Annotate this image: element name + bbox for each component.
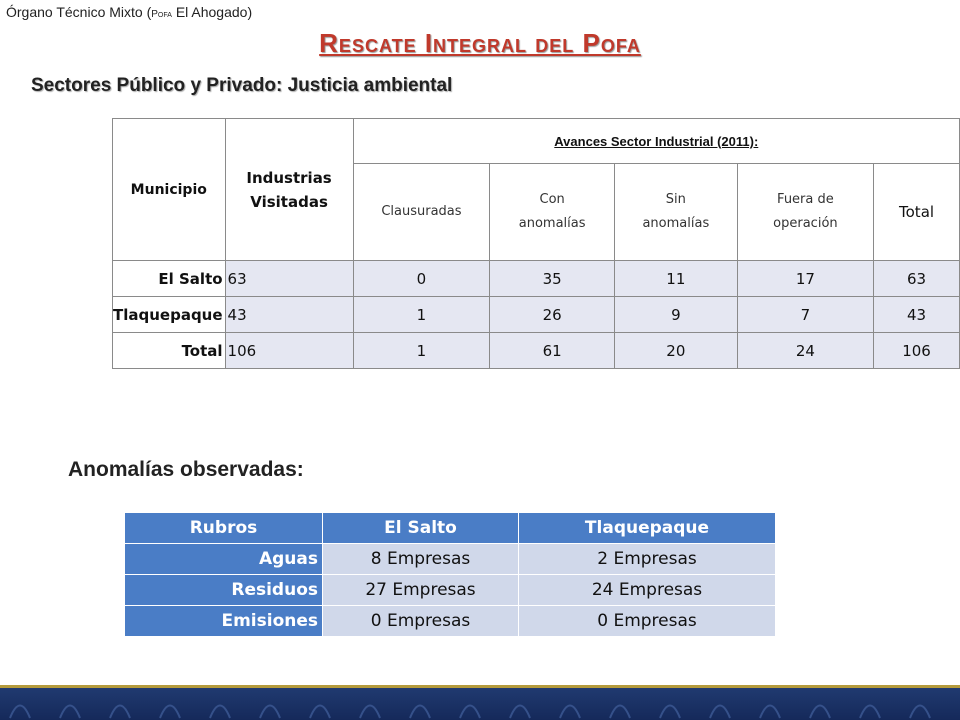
cell-sin-anomalias: 9 bbox=[614, 297, 737, 333]
sub-header-con-line1: Con bbox=[539, 192, 565, 207]
col-header-el-salto: El Salto bbox=[323, 513, 519, 544]
col-header-industrias-visitadas bbox=[225, 119, 353, 261]
cell-sin-anomalias: 20 bbox=[614, 333, 737, 369]
col-header-industrias-line2: Visitadas bbox=[250, 192, 328, 211]
cell-clausuradas: 0 bbox=[353, 261, 490, 297]
sub-header-sin-anomalias bbox=[614, 164, 737, 261]
anomalias-table bbox=[124, 512, 776, 637]
cell-total: 63 bbox=[874, 261, 960, 297]
rubro-label: Aguas bbox=[125, 544, 323, 575]
sub-header-fuera-line2: operación bbox=[773, 216, 838, 231]
cell-el-salto: 0 Empresas bbox=[323, 606, 519, 637]
row-label: El Salto bbox=[113, 261, 226, 297]
sub-header-sin-line1: Sin bbox=[665, 192, 686, 207]
sub-header-sin-line2: anomalías bbox=[642, 216, 710, 231]
cell-tlaquepaque: 2 Empresas bbox=[519, 544, 776, 575]
sub-header-fuera-line1: Fuera de bbox=[777, 192, 834, 207]
table-row bbox=[125, 544, 776, 575]
sub-header-total: Total bbox=[874, 164, 960, 261]
cell-con-anomalias: 35 bbox=[490, 261, 615, 297]
cell-el-salto: 27 Empresas bbox=[323, 575, 519, 606]
sub-header-fuera-de-operacion bbox=[737, 164, 873, 261]
row-label: Tlaquepaque bbox=[113, 297, 226, 333]
col-header-tlaquepaque: Tlaquepaque bbox=[519, 513, 776, 544]
footer-pattern-icon bbox=[0, 688, 960, 720]
cell-el-salto: 8 Empresas bbox=[323, 544, 519, 575]
cell-fuera-de-operacion: 24 bbox=[737, 333, 873, 369]
cell-fuera-de-operacion: 7 bbox=[737, 297, 873, 333]
cell-total: 43 bbox=[874, 297, 960, 333]
cell-visitadas: 63 bbox=[225, 261, 353, 297]
sub-header-con-anomalias bbox=[490, 164, 615, 261]
col-header-municipio: Municipio bbox=[113, 119, 226, 261]
table-row bbox=[125, 606, 776, 637]
cell-visitadas: 106 bbox=[225, 333, 353, 369]
cell-visitadas: 43 bbox=[225, 297, 353, 333]
col-header-industrias-line1: Industrias bbox=[246, 168, 332, 187]
table-row bbox=[113, 261, 960, 297]
col-header-rubros: Rubros bbox=[125, 513, 323, 544]
header-note-prefix: Órgano Técnico Mixto ( bbox=[6, 4, 152, 20]
rubro-label: Residuos bbox=[125, 575, 323, 606]
header-note bbox=[6, 4, 252, 20]
cell-tlaquepaque: 0 Empresas bbox=[519, 606, 776, 637]
cell-sin-anomalias: 11 bbox=[614, 261, 737, 297]
footer-band bbox=[0, 685, 960, 720]
cell-fuera-de-operacion: 17 bbox=[737, 261, 873, 297]
anomalias-heading: Anomalías observadas: bbox=[68, 458, 304, 481]
table-row bbox=[125, 575, 776, 606]
cell-total: 106 bbox=[874, 333, 960, 369]
cell-con-anomalias: 61 bbox=[490, 333, 615, 369]
header-note-pofa: Pofa bbox=[151, 9, 172, 20]
table-row bbox=[113, 297, 960, 333]
table-row bbox=[113, 333, 960, 369]
page-title: Rescate Integral del Pofa bbox=[319, 28, 641, 58]
rubro-label: Emisiones bbox=[125, 606, 323, 637]
row-label: Total bbox=[113, 333, 226, 369]
cell-clausuradas: 1 bbox=[353, 297, 490, 333]
avances-table bbox=[112, 118, 960, 369]
cell-con-anomalias: 26 bbox=[490, 297, 615, 333]
header-note-suffix: El Ahogado) bbox=[171, 4, 253, 20]
sub-header-clausuradas: Clausuradas bbox=[353, 164, 490, 261]
cell-tlaquepaque: 24 Empresas bbox=[519, 575, 776, 606]
col-header-avances: Avances Sector Industrial (2011): bbox=[353, 119, 959, 164]
page-subtitle: Sectores Público y Privado: Justicia ambiental bbox=[31, 75, 453, 96]
cell-clausuradas: 1 bbox=[353, 333, 490, 369]
sub-header-con-line2: anomalías bbox=[518, 216, 586, 231]
